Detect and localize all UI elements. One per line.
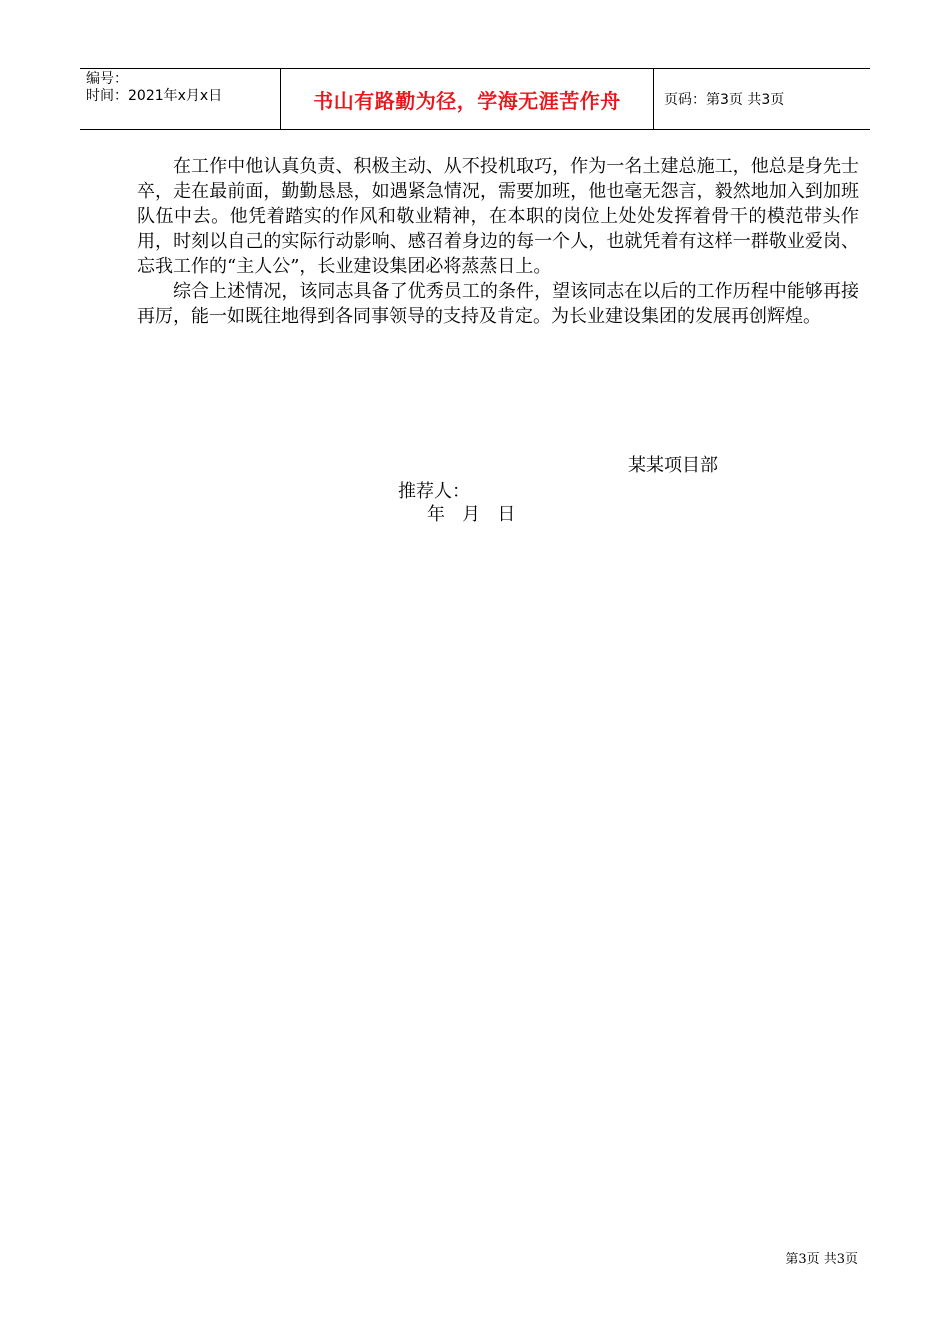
- header-page-cell: [654, 69, 870, 129]
- document-header: [80, 68, 870, 130]
- signature-date-label: 年 月 日: [427, 504, 516, 525]
- body-paragraph: 综合上述情况，该同志具备了优秀员工的条件，望该同志在以后的工作历程中能够再接再厉，能一如既往地得到各同事领导的支持及肯定。为长业建设集团的发展再创辉煌。: [137, 281, 859, 327]
- page-footer: 第3页 共3页: [785, 1252, 858, 1267]
- body-paragraph: 在工作中他认真负责、积极主动、从不投机取巧，作为一名土建总施工，他总是身先士卒，走在最前面，勤勤恳恳，如遇紧急情况，需要加班，他也毫无怨言，毅然地加入到加班队伍中去。他凭着踏实的作风和敬业精神，在本职的岗位上处处发挥着骨干的模范带头作用，时刻以自己的实际行动影响、感召着身边的每一个人，也就凭着有这样一群敬业爱岗、忘我工作的“主人公”，长业建设集团必将蒸蒸日上。: [137, 156, 859, 277]
- header-meta-cell: [80, 69, 281, 129]
- signature-department: 某某项目部: [628, 455, 718, 476]
- document-body: [137, 154, 859, 329]
- header-motto: 书山有路勤为径，学海无涯苦作舟: [313, 88, 621, 113]
- header-motto-cell: [281, 69, 654, 129]
- document-time-label: 时间：2021年x月x日: [86, 88, 223, 104]
- signature-recommender-label: 推荐人：: [398, 481, 470, 502]
- document-number-label: 编号：: [86, 71, 128, 87]
- header-page-label: 页码：第3页 共3页: [664, 92, 785, 108]
